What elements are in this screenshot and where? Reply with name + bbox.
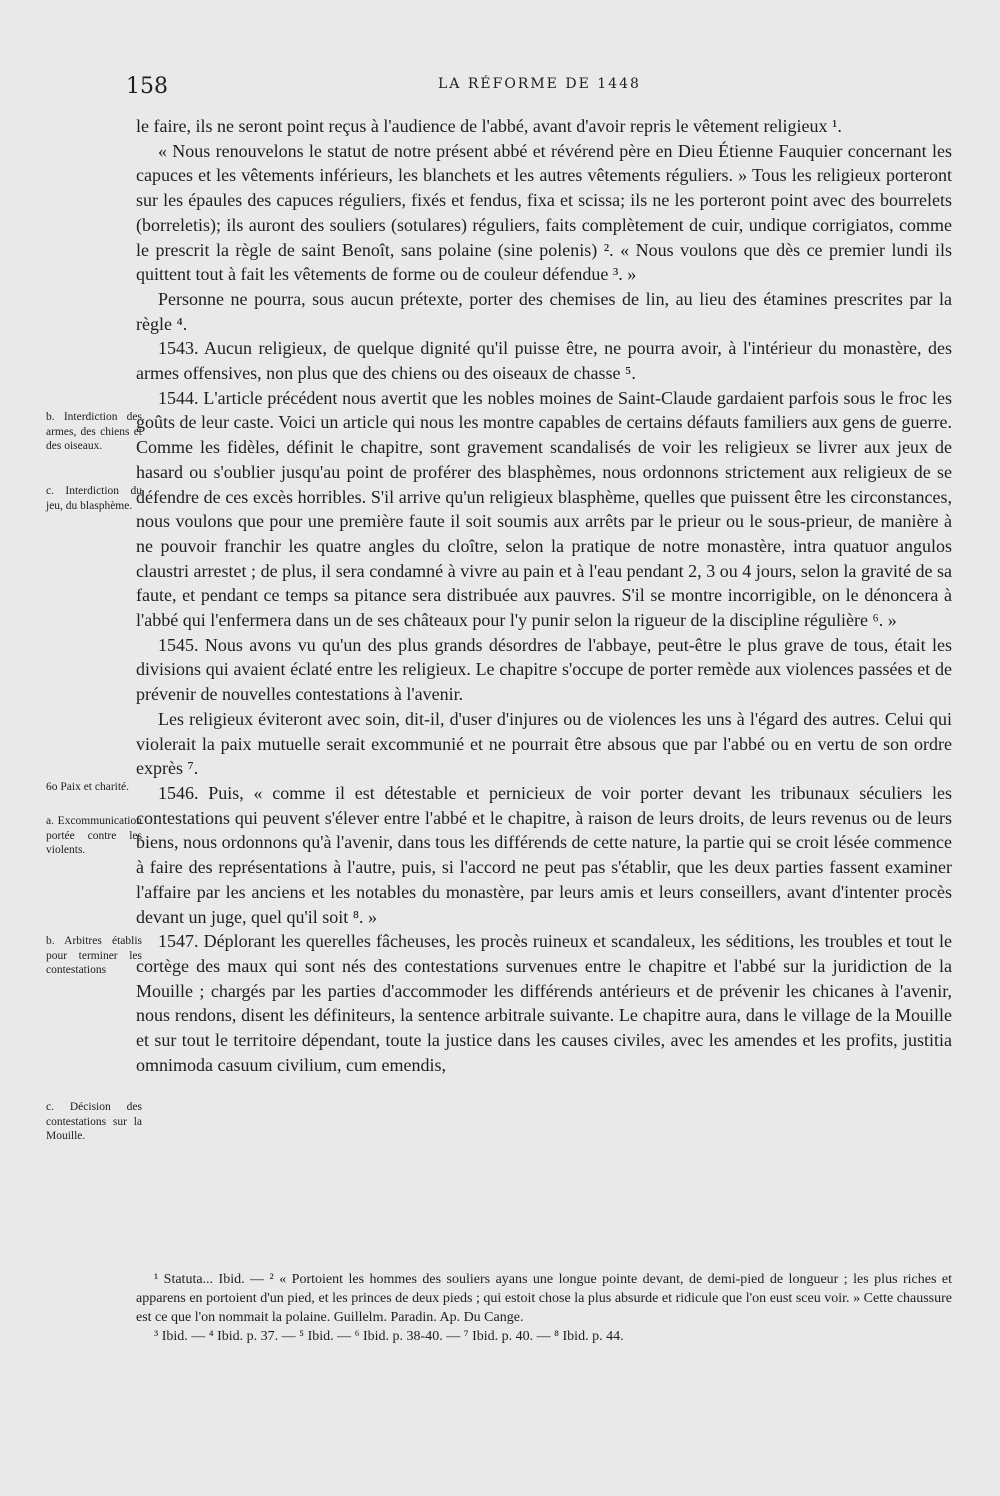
paragraph-1547: 1547. Déplorant les querelles fâcheuses, les procès ruineux et scandaleux, les séditions, les troubles et tout le cortège des maux qui sont nés des contestations survenues entre le chapitre et l'abbé sur la juridiction de la Mouille ; chargés par les parties d'accommoder les différends antérieurs et de prévenir les chicanes à l'avenir, nous rendons, disent les définiteurs, la sentence arbitrale suivante. Le chapitre aura, dans le village de la Mouille et sur tout le territoire dépendant, toute la justice dans les causes civiles, avec les amendes et les profits, justitia omnimoda casuum civilium, cum emendis,: [136, 931, 952, 1075]
margin-note: c. Interdiction du jeu, du blasphème.: [46, 485, 142, 512]
main-text: [136, 114, 952, 1077]
margin-note: b. Interdiction des armes, des chiens et des oiseaux.: [46, 411, 142, 452]
paragraph-1545: 1545. Nous avons vu qu'un des plus grands désordres de l'abbaye, peut-être le plus grave de tous, était les divisions qui avaient éclaté entre les religieux. Le chapitre s'occupe de porter remède aux violences passées et de prévenir de nouvelles contestations à l'avenir.: [136, 634, 952, 705]
paragraph-continuation: le faire, ils ne seront point reçus à l'audience de l'abbé, avant d'avoir repris le vêtement religieux ¹.: [136, 116, 842, 136]
paragraph-1543: 1543. Aucun religieux, de quelque dignité qu'il puisse être, ne pourra avoir, à l'intérieur du monastère, des armes offensives, non plus que des chiens ou des oiseaux de chasse ⁵.: [136, 338, 952, 384]
page-number: 158: [126, 74, 168, 99]
margin-note: c. Décision des contestations sur la Mouille.: [46, 1101, 142, 1142]
paragraph-1544: 1544. L'article précédent nous avertit que les nobles moines de Saint-Claude gardaient parfois sous le froc les goûts de leur caste. Voici un article qui nous les montre capables de certains défauts familiers aux gens de guerre. Comme les fidèles, définit le chapitre, sont gravement scandalisés de voir les religieux se livrer aux jeux de hasard ou s'oublier jusqu'au point de proférer des blasphèmes, nous ordonnons strictement aux religieux de se défendre de ces excès horribles. S'il arrive qu'un religieux blasphème, quelles que puissent être les circonstances, nous voulons que pour une première faute il soit soumis aux arrêts par le prieur ou le sous-prieur, de manière à ne pouvoir franchir les quatre angles du cloître, selon la pratique de notre monastère, intra quatuor angulos claustri arrestet ; de plus, il sera condamné à vivre au pain et à l'eau pendant 2, 3 ou 4 jours, selon la gravité de sa faute, et pendant ce temps sa pitance sera distribuée aux pauvres. S'il se montre incorrigible, on le dénoncera à l'abbé qui l'enfermera dans un de ses châteaux pour l'y punir selon la rigueur de la discipline régulière ⁶. »: [136, 387, 952, 631]
footnote: ³ Ibid. — ⁴ Ibid. p. 37. — ⁵ Ibid. — ⁶ Ibid. p. 38-40. — ⁷ Ibid. p. 40. — ⁸ Ibid. p. 44.: [154, 1329, 624, 1344]
footnotes: [136, 1270, 952, 1346]
margin-note: a. Excommunication portée contre les violents.: [46, 815, 142, 856]
margin-note: 6o Paix et charité.: [46, 781, 130, 793]
paragraph: Les religieux éviteront avec soin, dit-il, d'user d'injures ou de violences les uns à l'égard des autres. Celui qui violerait la paix mutuelle serait excommunié et ne pourrait être absous que par l'abbé ou en vertu de son ordre exprès ⁷.: [136, 708, 952, 779]
paragraph: « Nous renouvelons le statut de notre présent abbé et révérend père en Dieu Étienne Fauquier concernant les capuces et les vêtements inférieurs, les blanchets et les autres vêtements réguliers. » Tous les religieux porteront sur les épaules des capuces réguliers, fixés et fendus, fixa et scissa; ils ne les porteront point avec des bourrelets (borreletis); ils auront des souliers (sotulares) réguliers, faits complètement de cuir, undique corrigiatos, comme le prescrit la règle de saint Benoît, sans polaine (sine polenis) ². « Nous voulons que dès ce premier lundi ils quittent tout à fait les vêtements de forme ou de couleur défendue ³. »: [136, 140, 952, 285]
running-title: LA RÉFORME DE 1448: [438, 76, 641, 92]
footnote: ¹ Statuta... Ibid. — ² « Portoient les hommes des souliers ayans une longue pointe devant, de demi-pied de longueur ; les plus riches et apparens en portoient d'un pied, et les princes de deux pieds ; qui estoit chose la plus absurde et ridicule que l'on eust sceu voir. » Cette chaussure est ce que l'on nommait la polaine. Guillelm. Paradin. Ap. Du Cange.: [136, 1272, 952, 1325]
margin-note: b. Arbitres établis pour terminer les contestations: [46, 935, 142, 976]
paragraph-1546: 1546. Puis, « comme il est détestable et pernicieux de voir porter devant les tribunaux séculiers les contestations qui peuvent s'élever entre l'abbé et le chapitre, à raison de leurs droits, de leurs revenus ou de leurs biens, nous ordonnons qu'à l'avenir, dans tous les différends de cette nature, la partie qui se croit lésée commence à faire des représentations à l'autre, puis, si l'accord ne peut pas s'établir, que les deux parties fassent examiner l'affaire par les anciens et les notables du monastère, par leurs amis et leurs conseillers, avant d'intenter procès devant un juge, quel qu'il soit ⁸. »: [136, 782, 952, 927]
page-header: [120, 74, 950, 104]
paragraph: Personne ne pourra, sous aucun prétexte, porter des chemises de lin, au lieu des étamines prescrites par la règle ⁴.: [136, 288, 952, 334]
